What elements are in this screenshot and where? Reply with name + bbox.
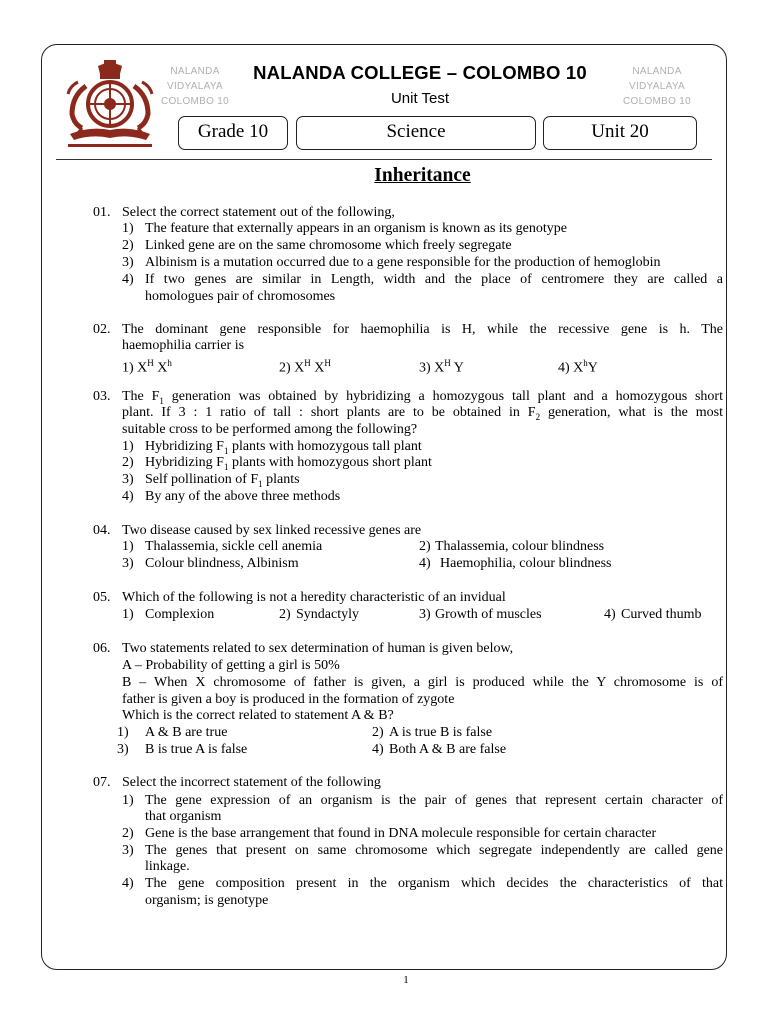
option-superscript: H (304, 358, 311, 368)
subject-box: Science (296, 116, 536, 150)
option-item (558, 355, 598, 377)
option-text: Gene is the base arrangement that found in DNA molecule responsible for certain character (145, 826, 657, 841)
watermark-line: VIDYALAYA (628, 81, 686, 92)
option-number: 1) (122, 539, 134, 554)
option-text: Thalassemia, sickle cell anemia (145, 539, 323, 554)
question-stem: Two disease caused by sex linked recessive genes are (122, 523, 422, 538)
option-text: A is true B is false (389, 725, 493, 740)
option-text: Both A & B are false (389, 742, 507, 757)
college-name: NALANDA COLLEGE – COLOMBO 10 (253, 62, 587, 83)
option-superscript: H (444, 358, 451, 368)
watermark-line: VIDYALAYA (166, 81, 224, 92)
question-number: 02. (93, 322, 111, 337)
option-subscript: 1 (223, 461, 229, 472)
college-crest-icon (64, 56, 156, 152)
option-text-part: plants (262, 472, 300, 487)
question-stem: Which is the correct related to statement A & B? (122, 708, 394, 723)
option-text: X (310, 360, 325, 376)
option-text: Linked gene are on the same chromosome which freely segregate (145, 238, 512, 253)
option-number: 3) (117, 742, 129, 757)
question-number: 06. (93, 641, 111, 656)
option-number: 1) (122, 607, 134, 622)
option-number: 2) (279, 360, 291, 376)
question-number: 07. (93, 775, 111, 790)
option-text: Growth of muscles (435, 607, 542, 622)
stem-text: The F (122, 389, 160, 404)
question-stem: Which of the following is not a heredity characteristic of an invidual (122, 590, 506, 605)
option-superscript: h (167, 358, 172, 368)
option-text: Complexion (145, 607, 215, 622)
option-number: 4) (122, 876, 134, 891)
option-text: A & B are true (145, 725, 228, 740)
option-text: By any of the above three methods (145, 489, 341, 504)
option-number: 3) (122, 556, 134, 571)
option-superscript: h (583, 358, 588, 368)
question-stem: suitable cross to be performed among the following? (122, 422, 418, 437)
question-stem: Select the correct statement out of the following, (122, 205, 395, 220)
option-text: X (434, 360, 445, 376)
option-subscript: 1 (258, 478, 263, 489)
option-number: 2) (419, 539, 431, 554)
watermark-line: NALANDA (170, 66, 220, 77)
option-number: 1) (122, 793, 134, 808)
option-number: 2) (279, 607, 291, 622)
option-text-continued: linkage. (145, 859, 190, 874)
option-text: The gene composition present in the organism which decides the characteristics of that (145, 876, 723, 891)
question-stem: Select the incorrect statement of the following (122, 775, 381, 790)
option-text-part: plants with homozygous short plant (228, 455, 432, 470)
header-divider (56, 159, 712, 160)
question-stem: Two statements related to sex determination of human is given below, (122, 641, 514, 656)
question-number: 03. (93, 389, 111, 404)
question-stem: haemophilia carrier is (122, 338, 245, 353)
option-item (122, 355, 172, 377)
option-text: The genes that present on same chromosome which segregate independently are called gene (145, 843, 723, 858)
option-number: 3) (419, 607, 431, 622)
option-text: Y (450, 360, 464, 376)
stem-text: plant. If 3 : 1 ratio of tall : short plants are to be obtained in F (122, 405, 536, 420)
option-text: Albinism is a mutation occurred due to a gene responsible for the production of hemoglobin (145, 255, 661, 270)
option-text: X (137, 360, 148, 376)
option-number: 1) (117, 725, 129, 740)
option-number: 1) (122, 360, 134, 376)
option-item (279, 355, 331, 377)
option-text: Thalassemia, colour blindness (435, 539, 605, 554)
option-text: The gene expression of an organism is the pair of genes that represent certain character of (145, 793, 723, 808)
option-superscript: H (147, 358, 154, 368)
option-text: X (573, 360, 584, 376)
option-superscript: H (324, 358, 331, 368)
option-number: 2) (122, 455, 134, 470)
option-text: Y (587, 360, 598, 376)
option-text: X (294, 360, 305, 376)
option-number: 1) (122, 221, 134, 236)
watermark-line: COLOMBO 10 (160, 96, 230, 107)
option-text-part: plants with homozygous tall plant (228, 439, 422, 454)
option-text: The feature that externally appears in an organism is known as its genotype (145, 221, 567, 236)
option-subscript: 1 (223, 445, 229, 456)
option-text: Curved thumb (621, 607, 702, 622)
option-text: B is true A is false (145, 742, 248, 757)
option-text-part: Hybridizing F (145, 455, 224, 470)
option-text: Haemophilia, colour blindness (440, 556, 612, 571)
option-text-part: Hybridizing F (145, 439, 224, 454)
option-number: 4) (372, 742, 384, 757)
stem-subscript: 1 (159, 395, 164, 406)
page-title: Inheritance (374, 165, 471, 186)
option-number: 4) (419, 556, 431, 571)
option-number: 3) (419, 360, 431, 376)
question-number: 01. (93, 205, 111, 220)
watermark-line: COLOMBO 10 (622, 96, 692, 107)
option-number: 2) (372, 725, 384, 740)
question-number: 04. (93, 523, 111, 538)
option-number: 2) (122, 238, 134, 253)
page-number: 1 (403, 974, 409, 986)
option-text-continued: that organism (145, 809, 222, 824)
option-item (419, 355, 464, 377)
option-number: 1) (122, 439, 134, 454)
option-text: Colour blindness, Albinism (145, 556, 299, 571)
option-text-continued: homologues pair of chromosomes (145, 289, 336, 304)
option-number: 4) (122, 272, 134, 287)
question-number: 05. (93, 590, 111, 605)
stem-text: generation was obtained by hybridizing a homozygous tall plant and a homozygous short (163, 389, 723, 404)
option-number: 4) (122, 489, 134, 504)
grade-box: Grade 10 (178, 116, 288, 150)
option-text-continued: organism; is genotype (145, 893, 269, 908)
question-stem: The dominant gene responsible for haemophilia is H, while the recessive gene is h. The (122, 322, 723, 337)
option-text: Syndactyly (296, 607, 359, 622)
statement-a: A – Probability of getting a girl is 50% (122, 658, 340, 673)
option-number: 3) (122, 843, 134, 858)
option-text-part: Self pollination of F (145, 472, 259, 487)
statement-b: B – When X chromosome of father is given, a girl is produced while the Y chromosome is of (122, 675, 723, 690)
option-number: 4) (604, 607, 616, 622)
option-text: If two genes are similar in Length, width and the place of centromere they are called a (145, 272, 723, 287)
unit-box: Unit 20 (543, 116, 697, 150)
option-number: 4) (558, 360, 570, 376)
statement-b-continued: father is given a boy is produced in the formation of zygote (122, 692, 455, 707)
watermark-line: NALANDA (632, 66, 682, 77)
option-number: 2) (122, 826, 134, 841)
option-number: 3) (122, 472, 134, 487)
option-text: X (153, 360, 168, 376)
exam-type: Unit Test (390, 90, 450, 107)
option-number: 3) (122, 255, 134, 270)
stem-text: generation, what is the most (540, 405, 723, 420)
stem-subscript: 2 (535, 411, 541, 422)
